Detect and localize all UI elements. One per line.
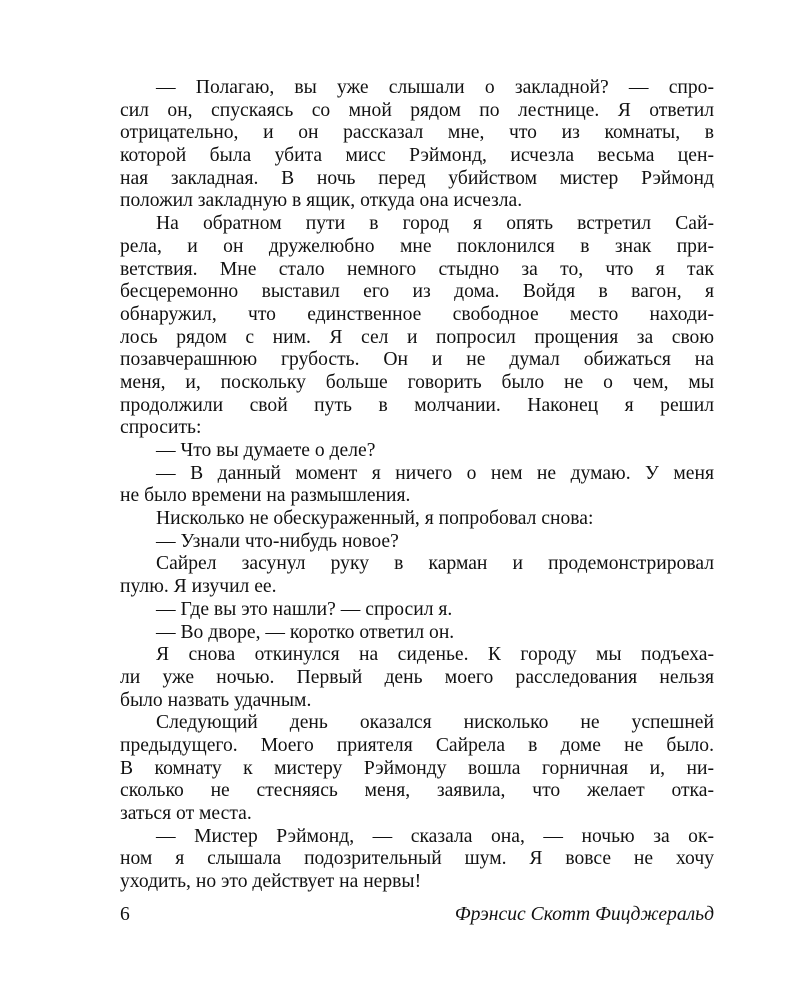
text-line: Я снова откинулся на сиденье. К городу мы подъеха- <box>156 644 714 666</box>
text-line: бесцеремонно выставил его из дома. Войдя в вагон, я <box>120 281 714 303</box>
text-line: ли уже ночью. Первый день моего расследования нельзя <box>120 666 714 688</box>
text-line: — В данный момент я ничего о нем не думаю. У меня <box>156 462 714 484</box>
text-line: — Мистер Рэймонд, — сказала она, — ночью за ок- <box>156 825 714 847</box>
text-line: ная закладная. В ночь перед убийством мистер Рэймонд <box>120 167 714 189</box>
text-line: лось рядом с ним. Я сел и попросил прощения за свою <box>120 326 714 348</box>
text-line: которой была убита мисс Рэймонд, исчезла весьма цен- <box>120 145 714 167</box>
text-line: положил закладную в ящик, откуда она исчезла. <box>120 190 523 212</box>
text-line: — Что вы думаете о деле? <box>156 440 376 461</box>
running-author: Фрэнсис Скотт Фицджеральд <box>454 904 714 925</box>
text-line: продолжили свой путь в молчании. Наконец я решил <box>120 394 714 416</box>
text-line: было назвать удачным. <box>120 689 312 711</box>
text-line: позавчерашнюю грубость. Он и не думал обижаться на <box>120 349 714 371</box>
page-footer <box>120 902 714 928</box>
text-line: отрицательно, и он рассказал мне, что из комнаты, в <box>120 122 714 144</box>
text-line: — Узнали что-нибудь новое? <box>156 530 399 552</box>
text-line: ветствия. Мне стало немного стыдно за то, что я так <box>120 258 714 280</box>
text-line: — Где вы это нашли? — спросил я. <box>156 598 453 620</box>
text-line: пулю. Я изучил ее. <box>120 576 277 598</box>
text-line: На обратном пути в город я опять встретил Сай- <box>156 213 714 235</box>
text-line: — Полагаю, вы уже слышали о закладной? — спро- <box>156 77 714 98</box>
text-line: обнаружил, что единственное свободное место находи- <box>120 303 714 325</box>
text-line: сил он, спускаясь со мной рядом по лестнице. Я ответил <box>120 99 714 121</box>
text-line: Следующий день оказался нисколько не успешней <box>156 712 714 734</box>
text-line: не было времени на размышления. <box>120 485 411 507</box>
text-line: сколько не стесняясь меня, заявила, что желает отка- <box>120 780 714 802</box>
page-number: 6 <box>120 904 130 925</box>
text-line: — Во дворе, — коротко ответил он. <box>156 621 455 643</box>
text-line: заться от места. <box>120 803 252 824</box>
text-line: Нисколько не обескураженный, я попробовал снова: <box>156 508 594 530</box>
text-line: уходить, но это действует на нервы! <box>120 871 422 893</box>
text-line: меня, и, поскольку больше говорить было не о чем, мы <box>120 371 714 393</box>
text-line: спросить: <box>120 417 202 439</box>
text-line: Сайрел засунул руку в карман и продемонстрировал <box>156 553 714 575</box>
text-line: ном я слышала подозрительный шум. Я вовсе не хочу <box>120 848 714 870</box>
text-line: рела, и он дружелюбно мне поклонился в знак при- <box>120 235 714 257</box>
text-line: В комнату к мистеру Рэймонду вошла горничная и, ни- <box>120 757 714 779</box>
book-page-text <box>120 77 714 894</box>
text-line: предыдущего. Моего приятеля Сайрела в доме не было. <box>120 734 714 756</box>
